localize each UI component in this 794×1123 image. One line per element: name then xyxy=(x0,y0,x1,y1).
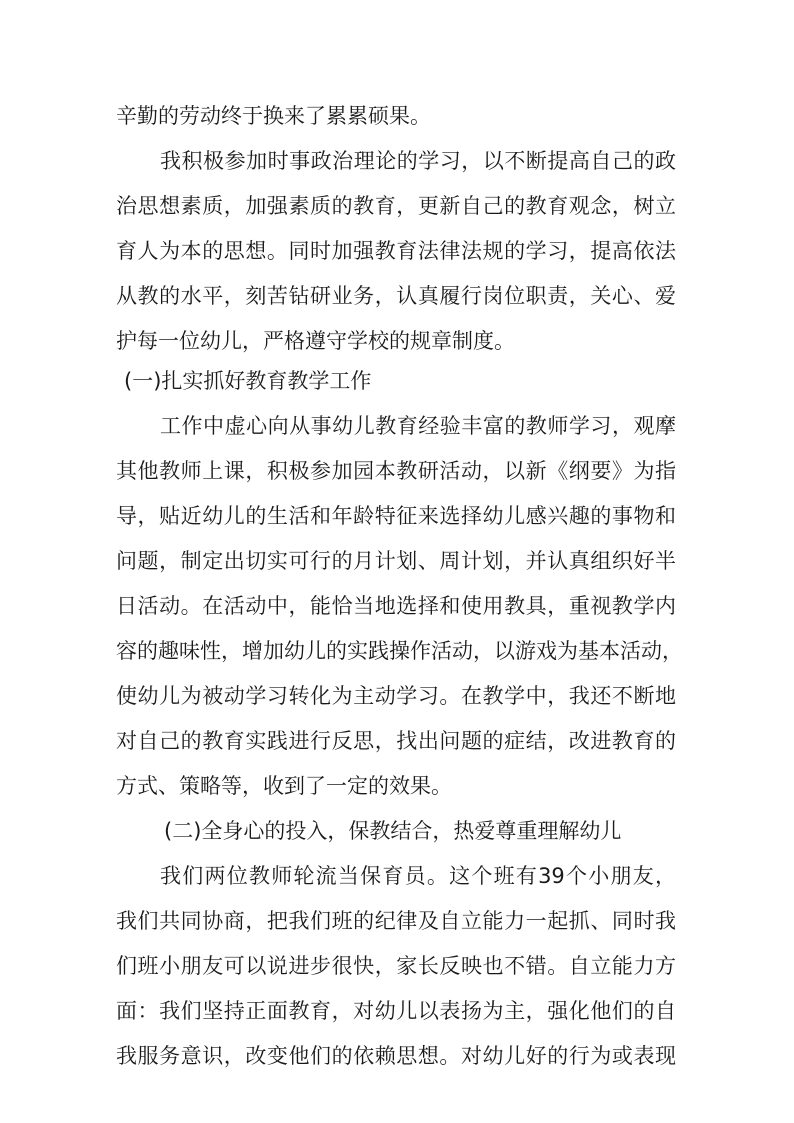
paragraph-line: 面：我们坚持正面教育，对幼儿以表扬为主，强化他们的自 xyxy=(116,999,676,1023)
paragraph-line: 其他教师上课，积极参加园本教研活动，以新《纲要》为指 xyxy=(116,459,676,483)
paragraph-line: 使幼儿为被动学习转化为主动学习。在教学中，我还不断地 xyxy=(116,684,676,708)
paragraph-line: 我服务意识，改变他们的依赖思想。对幼儿好的行为或表现 xyxy=(116,1044,676,1068)
paragraph-line: 辛勤的劳动终于换来了累累硕果。 xyxy=(116,104,431,128)
paragraph-line: 方式、策略等，收到了一定的效果。 xyxy=(116,774,452,798)
paragraph-line: 问题，制定出切实可行的月计划、周计划，并认真组织好半 xyxy=(116,549,676,573)
paragraph-line: 我们共同协商，把我们班的纪律及自立能力一起抓、同时我 xyxy=(116,909,676,933)
paragraph-line: 育人为本的思想。同时加强教育法律法规的学习，提高依法 xyxy=(116,239,676,263)
paragraph-line: 们班小朋友可以说进步很快，家长反映也不错。自立能力方 xyxy=(116,954,676,978)
paragraph-line: 工作中虚心向从事幼儿教育经验丰富的教师学习，观摩 xyxy=(160,414,676,438)
paragraph-line: 导，贴近幼儿的生活和年龄特征来选择幼儿感兴趣的事物和 xyxy=(116,504,676,528)
section-heading: (一)扎实抓好教育教学工作 xyxy=(124,369,372,393)
paragraph-line: 容的趣味性，增加幼儿的实践操作活动，以游戏为基本活动， xyxy=(116,639,683,663)
paragraph-line: 我们两位教师轮流当保育员。这个班有39个小朋友， xyxy=(160,864,676,888)
paragraph-line: 护每一位幼儿，严格遵守学校的规章制度。 xyxy=(116,329,515,353)
paragraph-line: 对自己的教育实践进行反思，找出问题的症结，改进教育的 xyxy=(116,729,676,753)
paragraph-line: 我积极参加时事政治理论的学习，以不断提高自己的政 xyxy=(160,149,676,173)
paragraph-line: 日活动。在活动中，能恰当地选择和使用教具，重视教学内 xyxy=(116,594,676,618)
paragraph-line: 从教的水平，刻苦钻研业务，认真履行岗位职责，关心、爱 xyxy=(116,284,676,308)
section-heading: (二)全身心的投入，保教结合，热爱尊重理解幼儿 xyxy=(164,819,622,843)
paragraph-line: 治思想素质，加强素质的教育，更新自己的教育观念，树立 xyxy=(116,194,676,218)
